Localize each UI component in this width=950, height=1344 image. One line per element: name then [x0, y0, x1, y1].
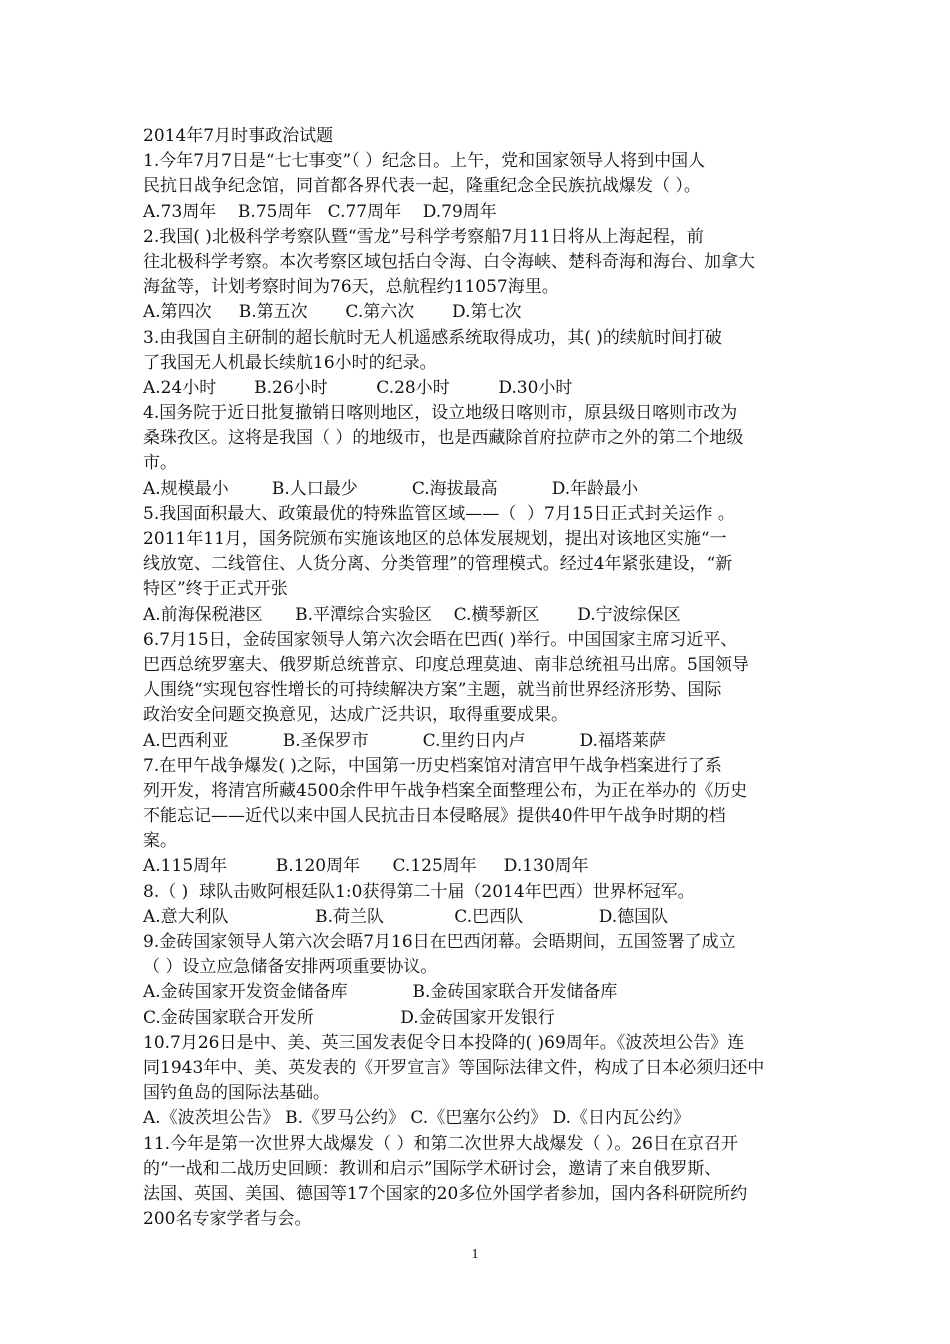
text-line: 人围绕“实现包容性增长的可持续解决方案”主题，就当前世界经济形势、国际: [143, 680, 722, 701]
text-line: A.24小时 B.26小时 C.28小时 D.30小时: [143, 377, 573, 398]
text-line: C.金砖国家联合开发所 D.金砖国家开发银行: [143, 1007, 555, 1028]
text-line: （ ）设立应急储备安排两项重要协议。: [143, 957, 438, 978]
text-line: 市。: [143, 453, 177, 474]
text-line: A.前海保税港区 B.平潭综合实验区 C.横琴新区 D.宁波综保区: [143, 604, 681, 625]
text-line: 10.7月26日是中、美、英三国发表促令日本投降的( )69周年。《波茨坦公告》连: [143, 1032, 745, 1053]
text-line: 7.在甲午战争爆发( )之际，中国第一历史档案馆对清宫甲午战争档案进行了系: [143, 755, 722, 776]
text-line: 8.（ ) 球队击败阿根廷队1:0获得第二十届（2014年巴西）世界杯冠军。: [143, 881, 695, 902]
text-line: 国钓鱼岛的国际法基础。: [143, 1083, 330, 1104]
text-line: 5.我国面积最大、政策最优的特殊监管区域——（ ）7月15日正式封关运作 。: [143, 503, 735, 524]
text-line: A.73周年 B.75周年 C.77周年 D.79周年: [143, 201, 497, 222]
text-line: A.115周年 B.120周年 C.125周年 D.130周年: [143, 856, 589, 877]
text-line: 6.7月15日，金砖国家领导人第六次会晤在巴西( )举行。中国国家主席习近平、: [143, 629, 738, 650]
text-line: A.巴西利亚 B.圣保罗市 C.里约日内卢 D.福塔莱萨: [143, 730, 666, 751]
text-line: 4.国务院于近日批复撤销日喀则地区，设立地级日喀则市，原县级日喀则市改为: [143, 403, 738, 424]
text-line: 3.由我国自主研制的超长航时无人机遥感系统取得成功，其( )的续航时间打破: [143, 327, 722, 348]
text-line: 9.金砖国家领导人第六次会晤7月16日在巴西闭幕。会晤期间，五国签署了成立: [143, 932, 736, 952]
text-line: 桑珠孜区。这将是我国（ ）的地级市，也是西藏除首府拉萨市之外的第二个地级: [143, 428, 744, 449]
text-line: 不能忘记——近代以来中国人民抗击日本侵略展》提供40件甲午战争时期的档: [143, 806, 726, 827]
text-line: 2011年11月，国务院颁布实施该地区的总体发展规划，提出对该地区实施“一: [143, 529, 727, 549]
text-line: A.规模最小 B.人口最少 C.海拔最高 D.年龄最小: [143, 478, 639, 499]
text-line: A.金砖国家开发资金储备库 B.金砖国家联合开发储备库: [143, 982, 618, 1003]
text-line: 政治安全问题交换意见，达成广泛共识，取得重要成果。: [143, 705, 568, 726]
text-line: 同1943年中、美、英发表的《开罗宣言》等国际法律文件，构成了日本必须归还中: [143, 1057, 765, 1078]
text-line: 1.今年7月7日是“七七事变”（ ）纪念日。上午，党和国家领导人将到中国人: [143, 151, 706, 172]
text-line: 民抗日战争纪念馆，同首都各界代表一起，隆重纪念全民族抗战爆发（ ）。: [143, 176, 701, 197]
document-body: [143, 124, 811, 1232]
document-title: 2014年7月时事政治试题: [143, 126, 334, 146]
text-line: A.第四次 B.第五次 C.第六次 D.第七次: [143, 302, 522, 323]
text-line: 巴西总统罗塞夫、俄罗斯总统普京、印度总理莫迪、南非总统祖马出席。5国领导: [143, 654, 749, 675]
document-lines: [143, 149, 811, 1232]
text-line: 11.今年是第一次世界大战爆发（ ）和第二次世界大战爆发（ ）。26日在京召开: [143, 1133, 738, 1154]
page-number: 1: [471, 1247, 479, 1262]
text-line: 案。: [143, 831, 177, 852]
text-line: 特区”终于正式开张: [143, 579, 288, 600]
text-line: 的“一战和二战历史回顾：教训和启示”国际学术研讨会，邀请了来自俄罗斯、: [143, 1158, 722, 1179]
text-line: 列开发，将清宫所藏4500余件甲午战争档案全面整理公布，为正在举办的《历史: [143, 780, 748, 801]
text-line: 线放宽、二线管住、人货分离、分类管理”的管理模式。经过4年紧张建设，“新: [143, 554, 733, 575]
text-line: 海盆等，计划考察时间为76天，总航程约11057海里。: [143, 277, 559, 298]
text-line: 2.我国( )北极科学考察队暨“雪龙”号科学考察船7月11日将从上海起程，前: [143, 226, 704, 247]
text-line: 往北极科学考察。本次考察区域包括白令海、白令海峡、楚科奇海和海台、加拿大: [143, 251, 755, 272]
text-line: 了我国无人机最长续航16小时的纪录。: [143, 352, 437, 373]
text-line: A.意大利队 B.荷兰队 C.巴西队 D.德国队: [143, 906, 669, 927]
text-line: 200名专家学者与会。: [143, 1209, 312, 1230]
text-line: 法国、英国、美国、德国等17个国家的20多位外国学者参加，国内各科研院所约: [143, 1183, 748, 1204]
text-line: A.《波茨坦公告》 B.《罗马公约》 C.《巴塞尔公约》 D.《日内瓦公约》: [143, 1108, 691, 1129]
